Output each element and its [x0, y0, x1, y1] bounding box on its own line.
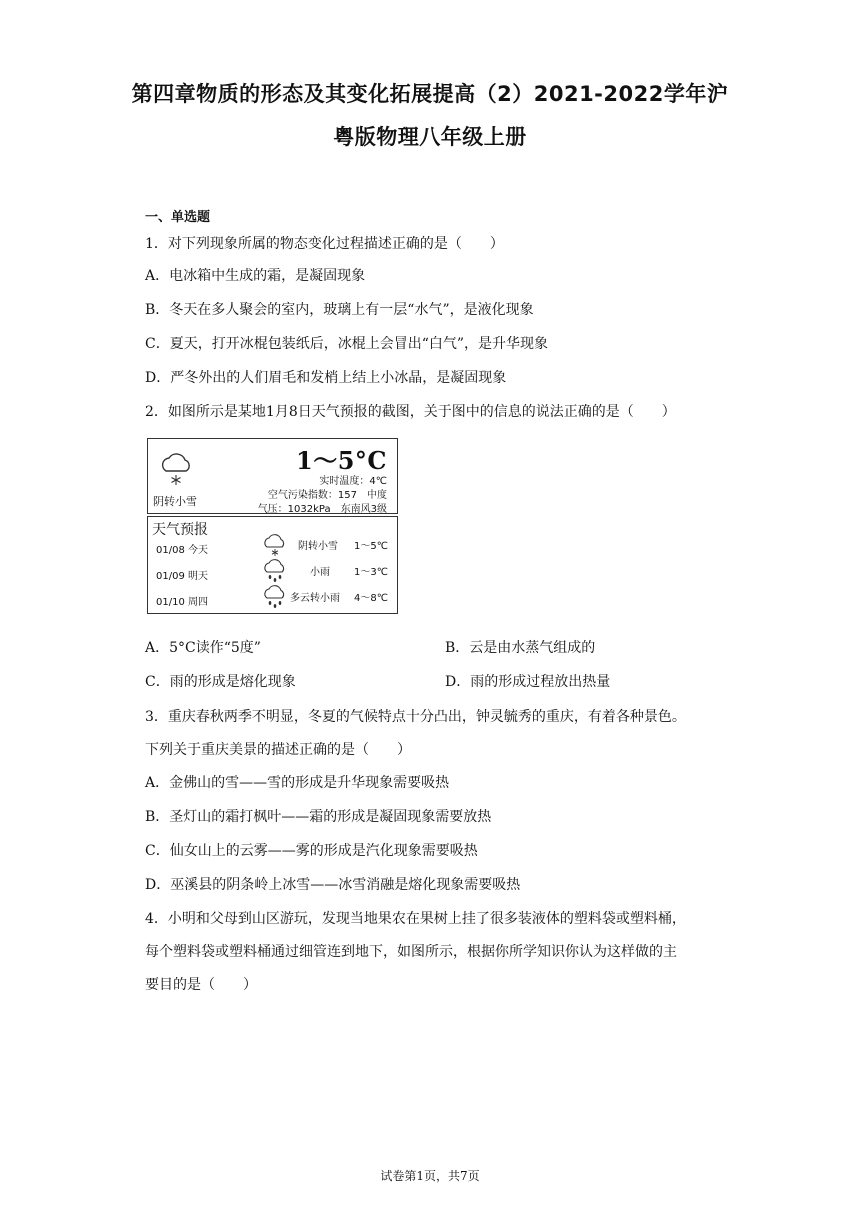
- question-1-option-d: D．严冬外出的人们眉毛和发梢上结上小冰晶，是凝固现象: [145, 370, 507, 386]
- question-1-option-b: B．冬天在多人聚会的室内，玻璃上有一层“水气”，是液化现象: [145, 302, 534, 318]
- section-heading: 一、单选题: [145, 210, 211, 225]
- current-condition: 阴转小雪: [153, 495, 197, 508]
- page-footer: 试卷第1页，共7页: [380, 1169, 480, 1183]
- air-pollution-index: 空气污染指数：157 中度: [267, 490, 387, 501]
- pressure-wind: 气压：1032kPa 东南风3级: [257, 504, 387, 515]
- question-1-stem: 1．对下列现象所属的物态变化过程描述正确的是（ ）: [145, 236, 504, 252]
- question-3-option-c: C．仙女山上的云雾——雾的形成是汽化现象需要吸热: [145, 843, 478, 859]
- question-1-option-a: A．电冰箱中生成的霜，是凝固现象: [145, 268, 366, 284]
- question-3-option-d: D．巫溪县的阴条岭上冰雪——冰雪消融是熔化现象需要吸热: [145, 877, 521, 893]
- forecast-date: 01/09 明天: [156, 571, 208, 582]
- forecast-date: 01/08 今天: [156, 545, 208, 556]
- question-4-stem: 要目的是（ ）: [145, 977, 257, 993]
- question-1-option-c: C．夏天，打开冰棍包装纸后，冰棍上会冒出“白气”，是升华现象: [145, 336, 549, 352]
- cloud-snow-icon: [158, 449, 194, 489]
- question-2-option-a: A．5°C读作“5度”: [145, 640, 261, 656]
- question-2-option-c: C．雨的形成是熔化现象: [145, 674, 296, 690]
- question-3-stem: 下列关于重庆美景的描述正确的是（ ）: [145, 742, 411, 758]
- forecast-title: 天气预报: [152, 522, 208, 538]
- forecast-description: 多云转小雨: [290, 593, 340, 604]
- cloud-rain-icon: [262, 559, 288, 585]
- doc-title-line-1: 第四章物质的形态及其变化拓展提高（2）2021-2022学年沪: [131, 82, 729, 106]
- forecast-description: 阴转小雪: [298, 541, 338, 552]
- forecast-date: 01/10 周四: [156, 597, 208, 608]
- forecast-range: 1～5℃: [354, 541, 388, 552]
- cloud-rain-icon: [262, 585, 288, 611]
- question-2-option-b: B．云是由水蒸气组成的: [445, 640, 596, 656]
- question-4-stem: 4．小明和父母到山区游玩，发现当地果农在果树上挂了很多装液体的塑料袋或塑料桶，: [145, 911, 686, 927]
- doc-title-line-2: 粤版物理八年级上册: [333, 125, 527, 149]
- forecast-range: 1～3℃: [354, 567, 388, 578]
- cloud-snow-icon: [262, 534, 288, 558]
- question-2-option-d: D．雨的形成过程放出热量: [445, 674, 611, 690]
- question-3-option-b: B．圣灯山的霜打枫叶——霜的形成是凝固现象需要放热: [145, 809, 492, 825]
- question-3-stem: 3．重庆春秋两季不明显，冬夏的气候特点十分凸出，钟灵毓秀的重庆，有着各种景色。: [145, 709, 686, 725]
- forecast-description: 小雨: [310, 567, 330, 578]
- forecast-range: 4～8℃: [354, 593, 388, 604]
- realtime-temperature: 实时温度：4℃: [319, 476, 387, 487]
- question-4-stem: 每个塑料袋或塑料桶通过细管连到地下，如图所示，根据你所学知识你认为这样做的主: [145, 944, 677, 960]
- weather-current-panel: [147, 438, 398, 514]
- question-2-stem: 2．如图所示是某地1月8日天气预报的截图，关于图中的信息的说法正确的是（ ）: [145, 404, 676, 420]
- question-3-option-a: A．金佛山的雪——雪的形成是升华现象需要吸热: [145, 775, 450, 791]
- temperature-range: 1～5°C: [296, 446, 387, 475]
- weather-forecast-panel: [147, 516, 398, 614]
